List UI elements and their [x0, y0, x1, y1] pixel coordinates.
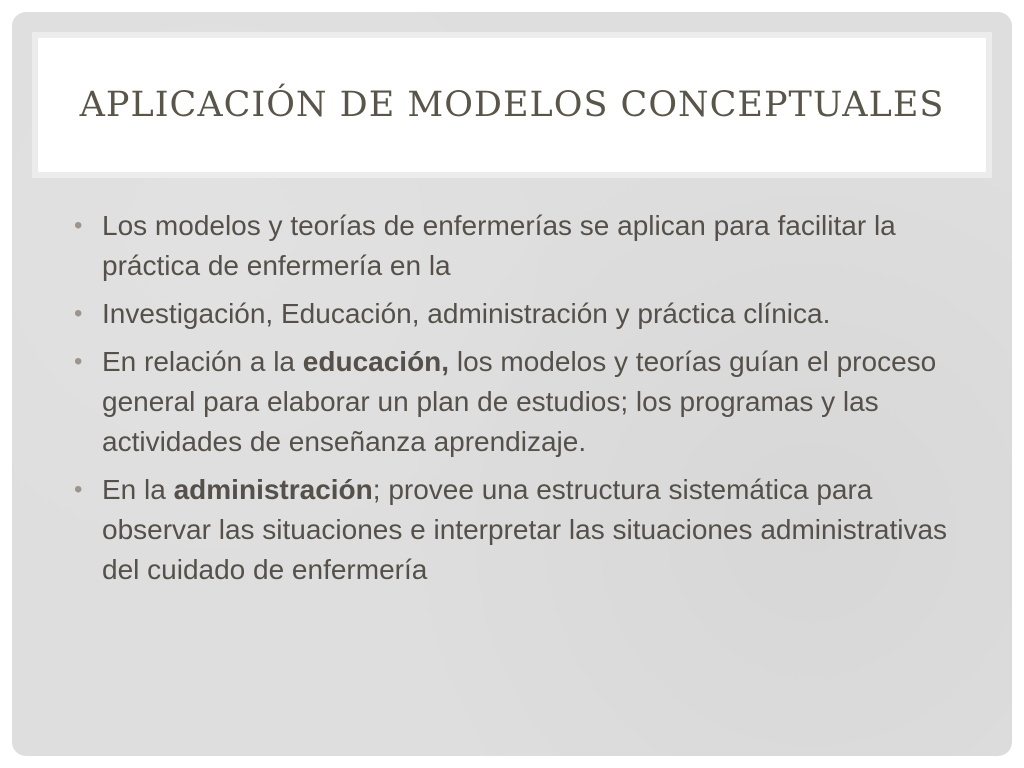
bullet-item — [74, 470, 974, 590]
bullet-item — [74, 206, 974, 286]
title-box — [32, 32, 992, 178]
bullet-text-segment: ; provee una estructura sistemática para observar las situaciones e interpretar las situaciones administrativas del cuidado de enfermería — [102, 474, 948, 585]
bullet-icon: • — [74, 300, 83, 327]
bullet-icon: • — [74, 476, 83, 503]
bullet-icon: • — [74, 348, 83, 375]
bullet-list — [74, 206, 974, 598]
slide-title: APLICACIÓN DE MODELOS CONCEPTUALES — [79, 85, 945, 125]
bullet-icon: • — [74, 212, 83, 239]
bullet-bold-term: educación, — [302, 346, 450, 377]
bullet-text-segment: Los modelos y teorías de enfermerías se aplican para facilitar la práctica de enfermería en la — [102, 210, 896, 281]
bullet-bold-term: administración — [173, 474, 373, 505]
bullet-text-segment: En relación a la — [102, 346, 303, 377]
bullet-item — [74, 294, 974, 334]
bullet-item — [74, 342, 974, 462]
bullet-text-segment: los modelos y teorías guían el proceso general para elaborar un plan de estudios; los programas y las actividades de enseñanza aprendizaje. — [102, 346, 937, 457]
slide — [12, 12, 1012, 756]
bullet-text-segment: Investigación, Educación, administración y práctica clínica. — [102, 298, 831, 329]
bullet-text-segment: En la — [102, 474, 174, 505]
